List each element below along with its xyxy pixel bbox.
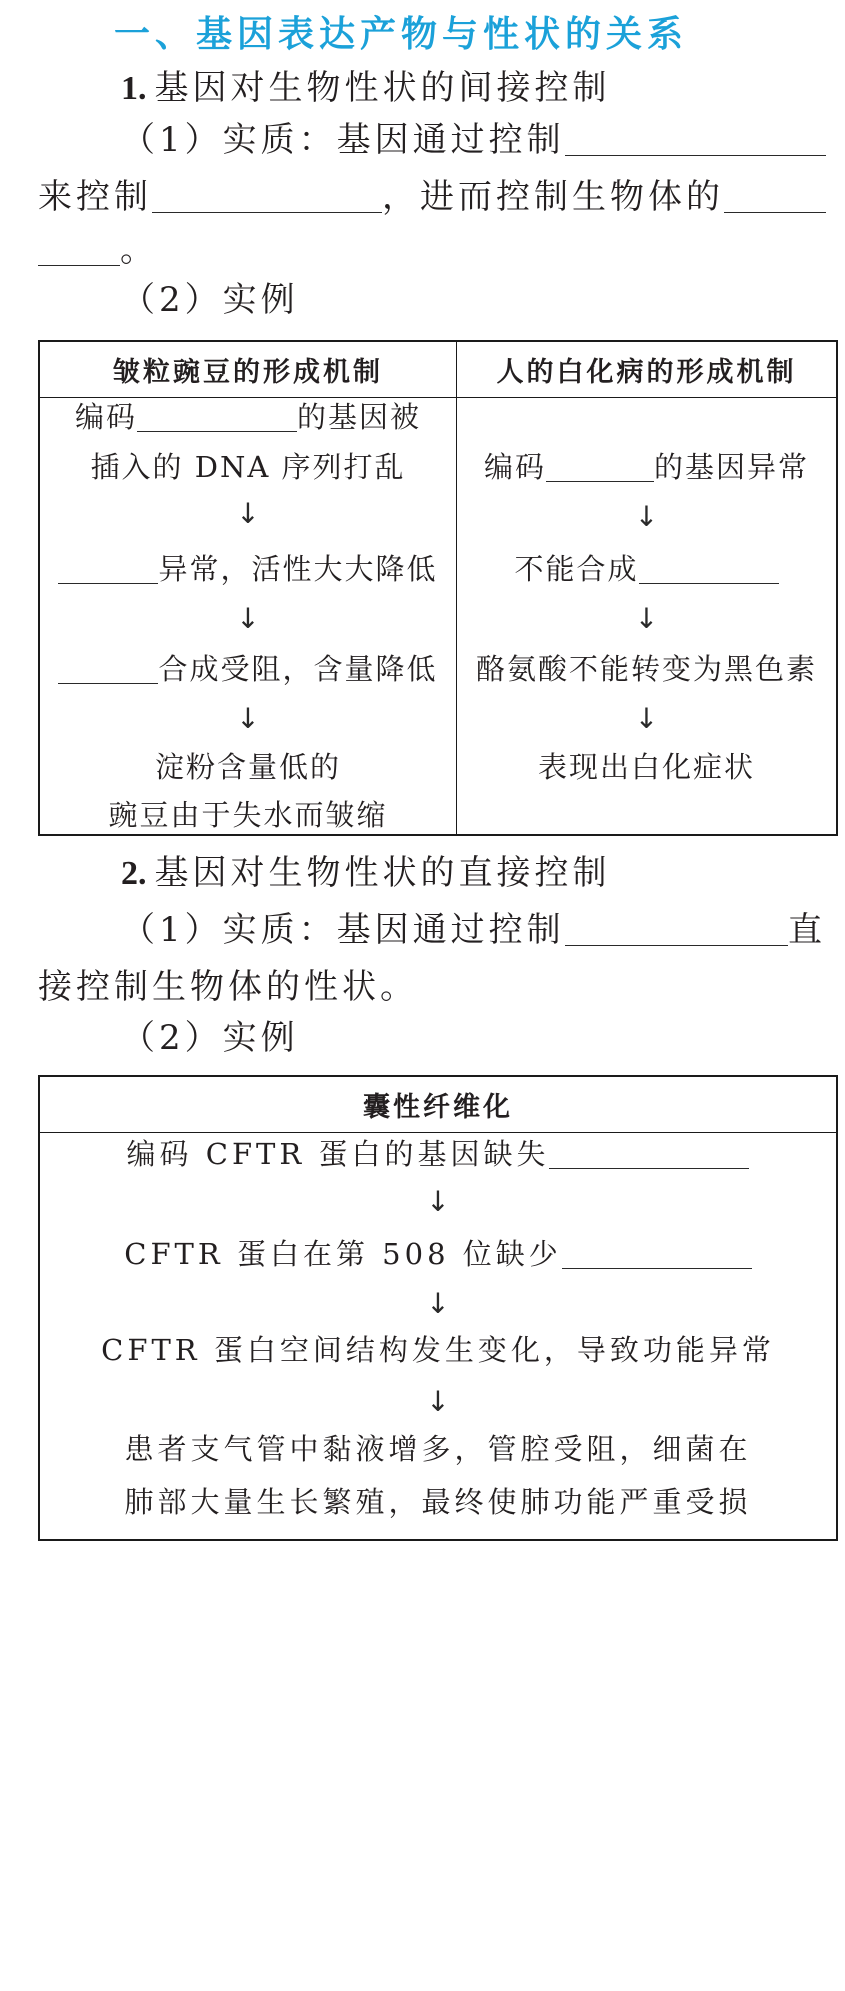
down-arrow-icon: [40, 699, 456, 739]
part1-essence-line2: [38, 175, 826, 219]
table-header-pea: 皱粒豌豆的形成机制: [113, 357, 383, 388]
step-text: 合成受阻，含量降低: [158, 652, 438, 686]
albinism-step-1: [457, 447, 836, 487]
step-text: 编码 CFTR 蛋白的基因缺失: [126, 1137, 550, 1171]
pea-step-1-cont: 插入的 DNA 序列打乱: [90, 450, 406, 484]
down-arrow-icon: [40, 1284, 836, 1324]
pea-result-line-1: 淀粉含量低的: [154, 750, 341, 784]
essence-text: 来控制: [38, 177, 152, 217]
part2-title-text: 基因对生物性状的直接控制: [154, 853, 611, 893]
part1-number: 1.: [121, 70, 147, 107]
part1-title: [121, 66, 611, 110]
step-text: 异常，活性大大降低: [158, 552, 438, 586]
step-text: CFTR 蛋白在第 508 位缺少: [124, 1237, 562, 1271]
answer-blank: [562, 1240, 752, 1269]
part2-essence-line1: [121, 908, 826, 952]
down-arrow-icon: ↓: [236, 602, 260, 635]
cf-step-2: [40, 1234, 836, 1274]
down-arrow-icon: ↓: [634, 500, 659, 533]
albinism-step-2: [457, 549, 836, 589]
down-arrow-icon: [457, 599, 836, 639]
albinism-result: 表现出白化症状: [537, 750, 755, 784]
cf-result-line-2: 肺部大量生长繁殖，最终使肺功能严重受损: [124, 1485, 752, 1519]
part1-essence-line1: [121, 118, 826, 162]
down-arrow-icon: [40, 1182, 836, 1222]
down-arrow-icon: [40, 599, 456, 639]
step-text: 编码: [74, 400, 137, 434]
answer-blank: [565, 917, 788, 946]
part1-example-label: （2）实例: [121, 280, 299, 320]
step-text: 的基因异常: [654, 450, 810, 484]
step-text: 不能合成: [514, 552, 639, 586]
essence-text: 。: [120, 230, 158, 270]
part2-title: [121, 851, 611, 895]
table-header-albinism: 人的白化病的形成机制: [496, 357, 797, 388]
down-arrow-icon: [457, 699, 836, 739]
down-arrow-icon: ↓: [634, 702, 659, 735]
essence-text: ，进而控制生物体的: [382, 177, 724, 217]
down-arrow-icon: ↓: [426, 1287, 450, 1320]
cystic-fibrosis-table: [38, 1075, 838, 1541]
table-header-cystic-fibrosis: 囊性纤维化: [363, 1092, 513, 1123]
answer-blank: [565, 127, 826, 156]
answer-blank: [137, 403, 297, 432]
cf-step-3: CFTR 蛋白空间结构发生变化，导致功能异常: [101, 1333, 775, 1367]
down-arrow-icon: ↓: [426, 1185, 450, 1218]
step-text: 的基因被: [297, 400, 422, 434]
essence-text: 直: [788, 910, 826, 950]
answer-blank: [58, 555, 158, 584]
answer-blank: [58, 655, 158, 684]
pea-result-line-2: 豌豆由于失水而皱缩: [108, 798, 388, 832]
pea-step-2: [40, 549, 456, 589]
answer-blank: [38, 237, 120, 266]
answer-blank: [724, 184, 826, 213]
albinism-step-3: 酪氨酸不能转变为黑色素: [475, 652, 817, 686]
down-arrow-icon: [457, 497, 836, 537]
part2-number: 2.: [121, 855, 147, 892]
down-arrow-icon: ↓: [426, 1385, 450, 1418]
down-arrow-icon: ↓: [236, 497, 260, 530]
part1-essence-line3: [38, 228, 158, 272]
pea-step-3: [40, 649, 456, 689]
part1-title-text: 基因对生物性状的间接控制: [154, 68, 611, 108]
header-divider: [40, 1132, 836, 1133]
part2-essence-line2: 接控制生物体的性状。: [38, 967, 418, 1007]
answer-blank: [639, 555, 779, 584]
cf-result-line-1: 患者支气管中黏液增多，管腔受阻，细菌在: [124, 1432, 752, 1466]
essence-text: （1）实质：基因通过控制: [121, 910, 565, 950]
answer-blank: [152, 184, 382, 213]
mechanism-comparison-table: [38, 340, 838, 836]
down-arrow-icon: ↓: [236, 702, 260, 735]
part2-example-label: （2）实例: [121, 1018, 299, 1058]
pea-step-1: [40, 397, 456, 437]
down-arrow-icon: [40, 1382, 836, 1422]
answer-blank: [546, 453, 654, 482]
answer-blank: [549, 1140, 749, 1169]
essence-text: （1）实质：基因通过控制: [121, 120, 565, 160]
down-arrow-icon: ↓: [634, 602, 659, 635]
section-heading: 一、基因表达产物与性状的关系: [114, 14, 689, 55]
cf-step-1: [40, 1134, 836, 1174]
step-text: 编码: [483, 450, 546, 484]
down-arrow-icon: [40, 494, 456, 534]
